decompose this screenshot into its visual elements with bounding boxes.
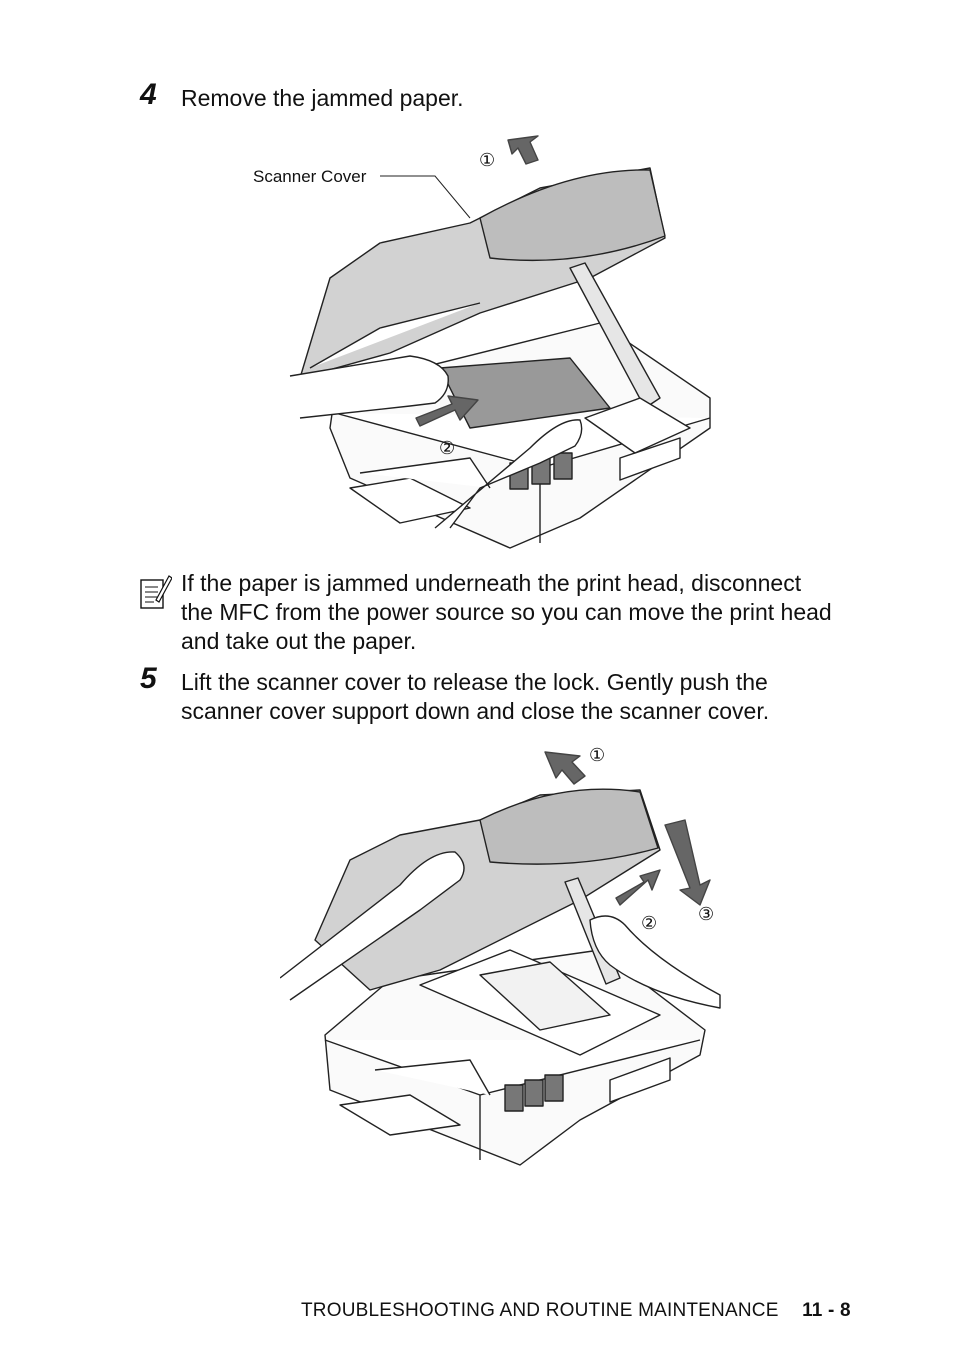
page-footer [301, 1300, 851, 1322]
step-4-number: 4 [140, 78, 157, 111]
printer-illustration-1 [240, 128, 730, 553]
figure2-marker-3: ③ [698, 904, 715, 924]
scanner-cover-label: Scanner Cover [253, 167, 367, 186]
step-5-line-1: Lift the scanner cover to release the lock. Gently push the [181, 669, 768, 695]
step-5-text [181, 668, 769, 726]
step-5-line-2: scanner cover support down and close the scanner cover. [181, 698, 770, 724]
figure-close-scanner-cover [280, 740, 730, 1170]
figure1-marker-2: ② [439, 438, 456, 458]
footer-section-title: TROUBLESHOOTING AND ROUTINE MAINTENANCE [301, 1300, 779, 1321]
printer-illustration-2 [280, 740, 730, 1170]
note-text [181, 569, 832, 656]
figure2-marker-2: ② [641, 913, 658, 933]
step-5-number: 5 [140, 662, 157, 695]
note-pencil-icon [138, 572, 172, 614]
note-line-2: the MFC from the power source so you can move the print head [181, 599, 832, 625]
figure-remove-jammed-paper [240, 128, 730, 553]
note-line-3: and take out the paper. [181, 628, 417, 654]
figure1-marker-1: ① [479, 150, 496, 170]
note-line-1: If the paper is jammed underneath the print head, disconnect [181, 570, 802, 596]
figure2-marker-1: ① [589, 745, 606, 765]
footer-page-number: 11 - 8 [802, 1300, 851, 1321]
step-4-text: Remove the jammed paper. [181, 85, 464, 111]
